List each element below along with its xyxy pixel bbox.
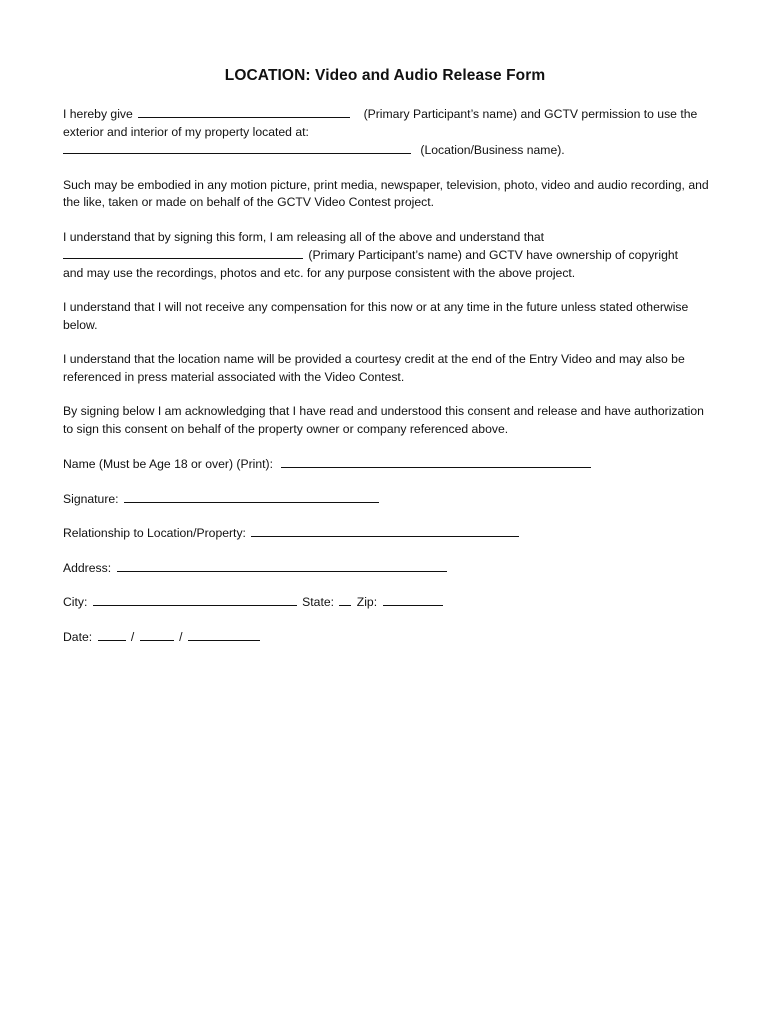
- date-year-blank[interactable]: [188, 628, 260, 641]
- embodiment-paragraph: Such may be embodied in any motion picture, print media, newspaper, television, photo, video and audio recording, and the like, taken or made on behalf of the GCTV Video Contest project.: [63, 177, 709, 209]
- location-name-blank[interactable]: [63, 141, 411, 154]
- form-title: LOCATION: Video and Audio Release Form: [224, 67, 546, 84]
- signature-field-row: [63, 490, 713, 508]
- permission-after-blank-text: (Primary Participant’s name) and GCTV permission to use the: [363, 107, 698, 121]
- release-line-1: I understand that by signing this form, I am releasing all of the above and understand that: [63, 229, 545, 244]
- participant-name-blank-2[interactable]: [63, 246, 303, 259]
- address-field-blank[interactable]: [117, 559, 447, 572]
- participant-name-blank[interactable]: [138, 105, 350, 118]
- date-field-row: [63, 628, 713, 646]
- city-state-zip-row: [63, 593, 713, 611]
- permission-lead-text: I hereby give: [63, 107, 133, 121]
- date-separator-1: /: [130, 629, 135, 644]
- relationship-field-blank[interactable]: [251, 524, 519, 537]
- relationship-field-row: [63, 524, 713, 542]
- release-paragraph: [63, 229, 713, 283]
- location-suffix-text: (Location/Business name).: [420, 143, 565, 157]
- date-day-blank[interactable]: [140, 628, 174, 641]
- city-field-blank[interactable]: [93, 593, 297, 606]
- state-field-label: State:: [302, 595, 334, 609]
- name-field-label: Name (Must be Age 18 or over) (Print):: [63, 457, 273, 471]
- name-field-blank[interactable]: [281, 455, 591, 468]
- permission-line-2: exterior and interior of my property located at:: [63, 124, 309, 139]
- relationship-field-label: Relationship to Location/Property:: [63, 526, 246, 540]
- state-field-blank[interactable]: [339, 593, 351, 606]
- compensation-paragraph: I understand that I will not receive any compensation for this now or at any time in the future unless stated otherwise below.: [63, 300, 689, 332]
- signature-field-label: Signature:: [63, 491, 119, 506]
- zip-field-label: Zip:: [356, 595, 378, 609]
- permission-line-1: [63, 105, 713, 124]
- credit-paragraph: I understand that the location name will be provided a courtesy credit at the end of the Entry Video and may also be referenced in press material associated with the Video Contest.: [63, 352, 685, 384]
- date-separator-2: /: [179, 629, 183, 644]
- release-line-2: [63, 246, 713, 265]
- form-body: [63, 105, 713, 662]
- permission-line-3: [63, 141, 713, 160]
- city-field-label: City:: [63, 595, 88, 609]
- address-field-label: Address:: [63, 560, 112, 575]
- acknowledgement-paragraph: By signing below I am acknowledging that I have read and understood this consent and release and have authorization to sign this consent on behalf of the property owner or company referenced above.: [63, 404, 704, 436]
- permission-paragraph: [63, 105, 713, 160]
- signature-field-blank[interactable]: [124, 490, 379, 503]
- date-field-label: Date:: [63, 629, 93, 644]
- date-month-blank[interactable]: [98, 628, 126, 641]
- release-after-blank-text: (Primary Participant’s name) and GCTV have ownership of copyright: [308, 248, 679, 262]
- release-line-3: and may use the recordings, photos and etc. for any purpose consistent with the above project.: [63, 265, 576, 280]
- name-field-row: [63, 455, 713, 473]
- zip-field-blank[interactable]: [383, 593, 443, 606]
- address-field-row: [63, 559, 713, 577]
